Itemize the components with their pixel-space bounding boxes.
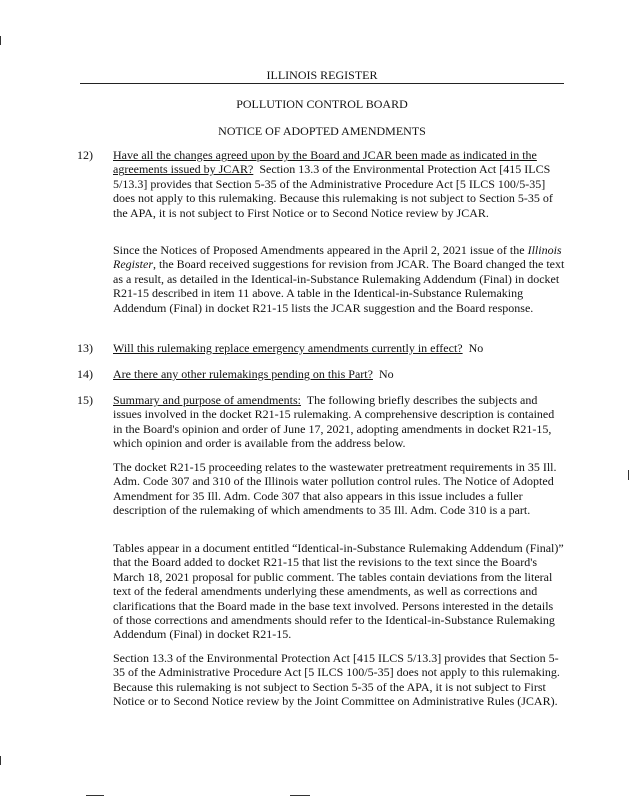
item-number: 15) (77, 393, 93, 407)
para-text: , the Board received suggestions for revision from JCAR. The Board changed the text as a result, as detailed in the Identical-in-Substance Rulemaking Addendum (Final) in docket R21-15 described in item 11 above. A table in the Identical-in-Substance Rulemaking Addendum (Final) in docket R21-15 lists the JCAR suggestion and the Board response. (113, 257, 565, 315)
item-13-text (113, 341, 565, 355)
item-15-paragraph-3: Tables appear in a document entitled “Identical-in-Substance Rulemaking Addendum (Final)” that the Board added to docket R21-15 that list the revisions to the text since the Board's March 18, 2021 proposal for public comment. The tables contain deviations from the literal text of the federal amendments underlying these amendments, as well as corrections and clarifications that the Board made in the base text involved. Persons interested in the details of those corrections and amendments should refer to the Identical-in-Substance Rulemaking Addendum (Final) in docket R21-15. (113, 541, 564, 642)
item-number: 13) (77, 341, 93, 355)
item-12-question: Have all the changes agreed upon by the Board and JCAR been made as indicated in the agreements issued by JCAR? (113, 148, 537, 177)
board-title: POLLUTION CONTROL BOARD (236, 97, 408, 111)
item-14-text (113, 367, 565, 381)
register-italic: Illinois Register (113, 243, 562, 272)
item-12-answer: Section 13.3 of the Environmental Protection Act [415 ILCS 5/13.3] provides that Section 5-35 of the Administrative Procedure Act [5 ILCS 100/5-35] does not apply to this rulemaking. Because this rulemaking is not subject to Section 5-35 of the APA, it is not subject to First Notice or to Second Notice review by JCAR. (113, 162, 553, 220)
para-text: Since the Notices of Proposed Amendments appeared in the April 2, 2021 issue of the (113, 243, 525, 257)
item-15-paragraph-2: The docket R21-15 proceeding relates to the wastewater pretreatment requirements in 35 Ill. Adm. Code 307 and 310 of the Illinois water pollution control rules. The Notice of Adopted Amendment for 35 Ill. Adm. Code 307 that also appears in this issue includes a fuller description of the rulemaking of which amendments to 35 Ill. Adm. Code 310 is a part. (113, 460, 557, 518)
scan-mark-left-top (0, 36, 1, 45)
notice-title: NOTICE OF ADOPTED AMENDMENTS (218, 124, 426, 138)
item-15-question: Summary and purpose of amendments: (113, 393, 301, 407)
scan-dash-bottom-1 (86, 795, 104, 796)
item-14-answer: No (378, 367, 394, 381)
item-15-answer: The following briefly describes the subjects and issues involved in the docket R21-15 rulemaking. A comprehensive description is contained in the Board's opinion and order of June 17, 2021, adopting amendments in docket R21-15, which opinion and order is available from the address below. (113, 393, 555, 451)
item-15-text (113, 393, 565, 451)
scan-mark-left-bottom (0, 756, 1, 765)
scan-mark-right (628, 470, 629, 480)
item-12-text (113, 148, 565, 220)
item-13-question: Will this rulemaking replace emergency amendments currently in effect? (113, 341, 463, 355)
scan-dash-bottom-2 (290, 795, 310, 796)
register-header: ILLINOIS REGISTER (80, 68, 564, 84)
item-number: 12) (77, 148, 93, 162)
item-13-answer: No (468, 341, 484, 355)
item-15-paragraph-4: Section 13.3 of the Environmental Protection Act [415 ILCS 5/13.3] provides that Section 5-35 of the Administrative Procedure Act [5 ILCS 100/5-35] does not apply to this rulemaking. Because this rulemaking is not subject to Section 5-35 of the APA, it is not subject to First Notice or to Second Notice review by the Joint Committee on Administrative Rules (JCAR). (113, 651, 560, 709)
item-12-paragraph-2 (113, 243, 565, 315)
item-number: 14) (77, 367, 93, 381)
item-14-question: Are there any other rulemakings pending on this Part? (113, 367, 373, 381)
